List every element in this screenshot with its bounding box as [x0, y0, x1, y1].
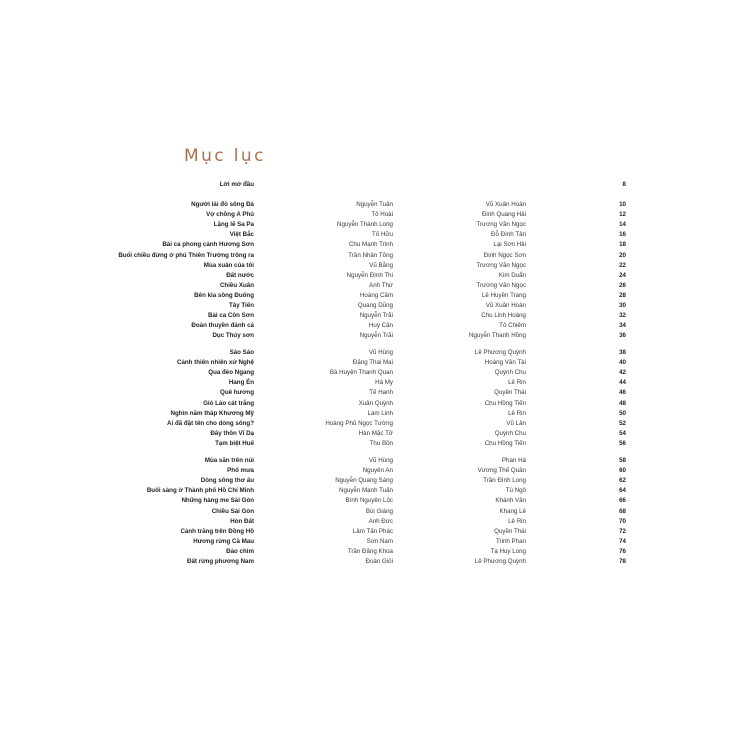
- entry-author: Hà My: [375, 379, 393, 387]
- entry-illustrator: Tạ Huy Long: [490, 547, 526, 555]
- entry-author: Tế Hanh: [369, 389, 393, 397]
- entry-illustrator: Nguyễn Thanh Hồng: [469, 332, 526, 340]
- toc-entry: [0, 486, 750, 496]
- entry-illustrator: Trương Văn Ngọc: [476, 261, 526, 269]
- entry-title: Dục Thúy sơn: [212, 332, 254, 340]
- entry-author: Nguyễn Trãi: [359, 332, 393, 340]
- entry-title: Việt Bắc: [229, 231, 254, 239]
- entry-author: Vũ Bằng: [369, 261, 393, 269]
- entry-title: Tây Tiến: [229, 302, 254, 309]
- entry-page: 22: [619, 261, 626, 269]
- entry-page: 30: [619, 302, 626, 309]
- entry-page: 62: [619, 477, 626, 485]
- toc-entry: [0, 439, 750, 449]
- entry-page: 66: [619, 497, 626, 505]
- entry-illustrator: Lê Rin: [508, 517, 526, 525]
- entry-illustrator: Quyền Thái: [494, 527, 526, 535]
- entry-author: Bùi Giáng: [365, 507, 393, 515]
- entry-illustrator: Lê Rin: [508, 409, 526, 417]
- entry-title: Dòng sông thơ ấu: [200, 477, 254, 485]
- entry-title: Buổi sáng ở Thành phố Hồ Chí Minh: [146, 487, 254, 495]
- entry-page: 64: [619, 487, 626, 495]
- entry-page: 16: [619, 231, 626, 239]
- entry-title: Chiều Xuân: [219, 281, 254, 289]
- entry-title: Cảnh thiên nhiên xứ Nghệ: [176, 359, 254, 367]
- entry-author: Trần Đăng Khoa: [347, 547, 393, 555]
- entry-page: 48: [619, 399, 626, 407]
- page-title: Mục lục: [184, 146, 266, 166]
- entry-illustrator: Chu Hồng Tiến: [484, 439, 526, 447]
- toc-entry: [0, 476, 750, 486]
- entry-illustrator: Trương Văn Ngọc: [476, 221, 526, 229]
- entry-page: 78: [619, 558, 626, 565]
- entry-author: Anh Đức: [368, 517, 393, 525]
- entry-author: Thu Bồn: [369, 439, 393, 447]
- entry-title: Nghìn năm tháp Khương Mỹ: [170, 409, 254, 417]
- entry-illustrator: Đinh Quang Hải: [481, 211, 526, 219]
- entry-title: Đây thôn Vĩ Dạ: [210, 429, 254, 437]
- entry-page: 12: [619, 211, 626, 219]
- toc-entry: [0, 378, 750, 388]
- entry-title: Qua đèo Ngang: [208, 369, 254, 377]
- entry-author: Hàn Mặc Tử: [358, 429, 393, 437]
- entry-title: Hòn Đất: [230, 517, 254, 525]
- toc-entry: [0, 210, 750, 220]
- entry-page: 60: [619, 467, 626, 475]
- entry-illustrator: Khánh Vân: [495, 497, 526, 505]
- entry-illustrator: Lê Rin: [508, 379, 526, 387]
- entry-illustrator: Tú Ngô: [505, 487, 526, 495]
- entry-title: Gió Lào cát trắng: [203, 399, 254, 407]
- entry-page: 32: [619, 312, 626, 320]
- entry-author: Trần Nhân Tông: [348, 251, 393, 259]
- toc-entry: [0, 399, 750, 409]
- entry-title: Đảo chìm: [226, 547, 254, 555]
- toc-entry: [0, 537, 750, 547]
- entry-title: Bài ca Côn Sơn: [207, 312, 254, 320]
- toc-entry: [0, 200, 750, 210]
- toc-entry: [0, 456, 750, 466]
- entry-page: 36: [619, 332, 626, 340]
- entry-title: Mùa săn trên núi: [204, 457, 254, 464]
- entry-author: Nguyễn Mạnh Tuấn: [338, 487, 393, 495]
- entry-page: 74: [619, 537, 626, 545]
- entry-title: Bên kia sông Đuống: [194, 291, 254, 299]
- entry-author: Anh Thơ: [369, 281, 393, 289]
- entry-page: 8: [622, 181, 626, 188]
- toc-entry: [0, 271, 750, 281]
- entry-title: Tạm biệt Huế: [215, 439, 254, 447]
- entry-title: Bài ca phong cảnh Hương Sơn: [162, 241, 254, 249]
- entry-title: Vợ chồng A Phủ: [206, 211, 254, 219]
- toc-entry: [0, 240, 750, 250]
- entry-author: Nguyễn Thành Long: [337, 221, 393, 229]
- entry-title: Chiều Sài Gòn: [211, 507, 254, 515]
- toc-entry: [0, 368, 750, 378]
- entry-page: 52: [619, 419, 626, 427]
- entry-title: Những hàng me Sài Gòn: [181, 497, 254, 505]
- toc-entry: [0, 388, 750, 398]
- entry-page: 54: [619, 429, 626, 437]
- entry-page: 42: [619, 369, 626, 377]
- entry-page: 56: [619, 439, 626, 447]
- toc-entry: [0, 358, 750, 368]
- entry-author: Hoàng Cầm: [359, 291, 393, 299]
- entry-author: Nguyễn Tuân: [356, 201, 393, 208]
- entry-author: Huy Cận: [368, 322, 393, 330]
- entry-illustrator: Đỗ Đình Tân: [491, 231, 526, 239]
- entry-title: Sáo Sáo: [229, 349, 254, 356]
- entry-title: Ai đã đặt tên cho dòng sông?: [167, 419, 254, 427]
- entry-illustrator: Quỳnh Chu: [494, 429, 526, 437]
- entry-author: Xuân Quỳnh: [358, 399, 393, 407]
- toc-entry: [0, 230, 750, 240]
- entry-illustrator: Tô Chiêm: [499, 322, 526, 330]
- toc-entry: [0, 301, 750, 311]
- entry-illustrator: Quyền Thái: [494, 389, 526, 397]
- toc-entry: [0, 251, 750, 261]
- toc-entry: [0, 547, 750, 557]
- entry-author: Bình Nguyên Lộc: [345, 497, 393, 505]
- entry-author: Chu Mạnh Trinh: [348, 241, 393, 249]
- entry-illustrator: Đinh Ngọc Sơn: [483, 251, 526, 259]
- entry-illustrator: Chu Linh Hoàng: [481, 312, 526, 320]
- entry-author: Tô Hoài: [371, 211, 393, 219]
- entry-illustrator: Phan Hà: [501, 457, 526, 464]
- toc-entry: [0, 507, 750, 517]
- entry-author: Đặng Thai Mai: [352, 359, 393, 367]
- entry-illustrator: Quỳnh Chu: [494, 369, 526, 377]
- entry-page: 68: [619, 507, 626, 515]
- entry-page: 24: [619, 271, 626, 279]
- entry-illustrator: Trinh Phan: [495, 537, 526, 545]
- entry-title: Đất nước: [226, 271, 254, 279]
- entry-title: Buổi chiều đứng ở phủ Thiên Trường trông ra: [118, 251, 254, 259]
- entry-page: 20: [619, 251, 626, 259]
- entry-author: Lâm Tấn Phác: [352, 527, 393, 535]
- entry-page: 72: [619, 527, 626, 535]
- entry-author: Nguyễn Trãi: [359, 312, 393, 320]
- entry-page: 28: [619, 291, 626, 299]
- entry-author: Lam Linh: [367, 409, 393, 417]
- toc-entry: [0, 321, 750, 331]
- entry-title: Người lái đò sông Đà: [191, 201, 254, 208]
- toc-entry: [0, 331, 750, 341]
- entry-page: 26: [619, 281, 626, 289]
- entry-page: 10: [619, 201, 626, 208]
- entry-title: Đất rừng phương Nam: [187, 558, 254, 565]
- entry-page: 38: [619, 349, 626, 356]
- toc-entry: [0, 466, 750, 476]
- toc-entry: [0, 527, 750, 537]
- entry-title: Cảnh trăng trên Đồng Hồ: [180, 527, 254, 535]
- entry-author: Sơn Nam: [366, 537, 393, 545]
- entry-illustrator: Hoàng Văn Tài: [484, 359, 526, 367]
- toc-entry: [0, 557, 750, 567]
- entry-illustrator: Khang Lê: [499, 507, 526, 515]
- toc-entry: [0, 281, 750, 291]
- entry-page: 18: [619, 241, 626, 249]
- entry-title: Đoàn thuyền đánh cá: [191, 322, 254, 330]
- entry-illustrator: Vũ Xuân Hoàn: [485, 302, 526, 309]
- entry-author: Nguyễn Đình Thi: [346, 271, 393, 279]
- entry-page: 50: [619, 409, 626, 417]
- entry-illustrator: Vũ Lân: [506, 419, 526, 427]
- entry-page: 58: [619, 457, 626, 464]
- entry-illustrator: Lại Sơn Hải: [493, 241, 526, 249]
- entry-title: Mùa xuân của tôi: [203, 261, 254, 269]
- entry-author: Vũ Hùng: [368, 457, 393, 464]
- entry-author: Hoàng Phủ Ngọc Tường: [325, 419, 393, 427]
- entry-illustrator: Chu Hồng Tiến: [484, 399, 526, 407]
- entry-page: 14: [619, 221, 626, 229]
- toc-entry: [0, 429, 750, 439]
- toc-entry: [0, 261, 750, 271]
- entry-illustrator: Lê Phương Quỳnh: [474, 349, 526, 356]
- entry-author: Nguyễn Quang Sáng: [335, 477, 393, 485]
- entry-author: Vũ Hùng: [368, 349, 393, 356]
- entry-illustrator: Lê Phương Quỳnh: [474, 558, 526, 565]
- entry-title: Hang Én: [228, 379, 254, 387]
- entry-page: 34: [619, 322, 626, 330]
- toc-entry: [0, 419, 750, 429]
- entry-page: 70: [619, 517, 626, 525]
- entry-illustrator: Lê Huyền Trang: [481, 291, 526, 299]
- entry-title: Quê hương: [220, 389, 254, 397]
- entry-page: 76: [619, 547, 626, 555]
- entry-illustrator: Kim Duẩn: [498, 271, 526, 279]
- entry-author: Nguyên An: [362, 467, 393, 475]
- toc-entry: [0, 496, 750, 506]
- entry-author: Tố Hữu: [372, 231, 393, 239]
- toc-entry: [0, 348, 750, 358]
- toc-entry: [0, 517, 750, 527]
- entry-illustrator: Vương Thế Quân: [477, 467, 526, 475]
- entry-page: 46: [619, 389, 626, 397]
- toc-entry: [0, 291, 750, 301]
- entry-title: Hương rừng Cà Mau: [193, 537, 254, 545]
- entry-illustrator: Trương Văn Ngọc: [476, 281, 526, 289]
- toc-entry: [0, 311, 750, 321]
- entry-page: 44: [619, 379, 626, 387]
- toc-entry: [0, 409, 750, 419]
- entry-author: Bà Huyện Thanh Quan: [329, 369, 393, 377]
- entry-title: Lặng lẽ Sa Pa: [213, 221, 254, 229]
- entry-title: Phố mưa: [227, 467, 254, 475]
- entry-page: 40: [619, 359, 626, 367]
- toc-entry: [0, 220, 750, 230]
- entry-author: Đoàn Giỏi: [365, 558, 393, 565]
- entry-illustrator: Vũ Xuân Hoàn: [485, 201, 526, 208]
- entry-author: Quang Dũng: [357, 302, 393, 309]
- entry-illustrator: Trần Đình Long: [483, 477, 526, 485]
- entry-title: Lời mở đầu: [219, 181, 254, 188]
